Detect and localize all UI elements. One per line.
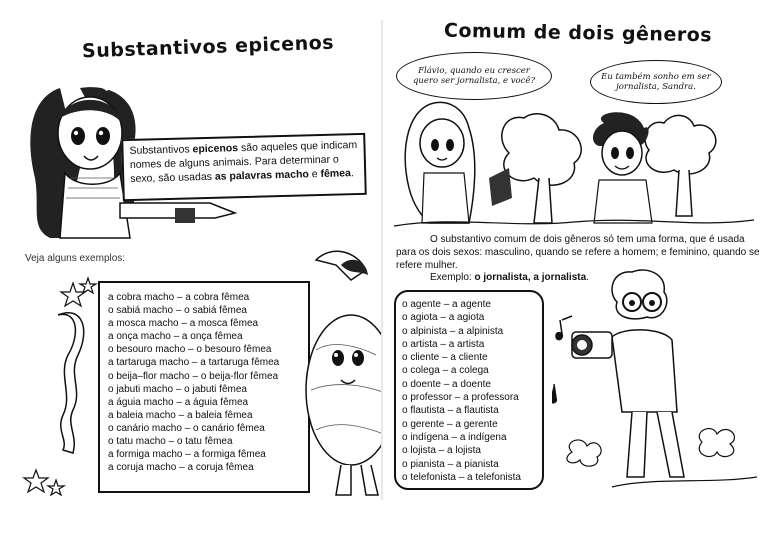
list-item: a formiga macho – a formiga fêmea bbox=[108, 449, 266, 461]
intro-text: Veja alguns exemplos: bbox=[25, 253, 126, 264]
example-label: Exemplo: bbox=[430, 272, 475, 283]
list-item: a coruja macho – a coruja fêmea bbox=[108, 462, 254, 474]
list-item: o beija–flor macho – o beija-flor fêmea bbox=[108, 370, 279, 382]
list-item: o gerente – a gerente bbox=[402, 418, 498, 430]
list-item: a onça macho – a onça fêmea bbox=[108, 331, 243, 343]
globe-character-illustration bbox=[296, 240, 382, 500]
definition-bold: as palavras macho bbox=[214, 168, 309, 183]
list-item: o tatu macho – o tatu fêmea bbox=[108, 436, 233, 448]
list-item: o cliente – a cliente bbox=[402, 352, 488, 364]
list-item: o indígena – a indígena bbox=[402, 431, 507, 443]
common-gender-examples-list bbox=[394, 290, 544, 490]
list-item: o flautista – a flautista bbox=[402, 405, 499, 417]
list-item: o professor – a professora bbox=[402, 392, 519, 404]
list-item: o agente – a agente bbox=[402, 299, 491, 310]
speech-bubble-boy: Eu também sonho em ser jornalista, Sandra. bbox=[590, 60, 722, 104]
epicene-examples-list bbox=[98, 281, 310, 493]
right-page bbox=[384, 0, 768, 543]
list-item: o telefonista – a telefonista bbox=[402, 471, 521, 483]
list-item: o artista – a artista bbox=[402, 338, 485, 350]
definition-part: são aqueles que indicam nomes de alguns animais. Para determinar o sexo, são usadas bbox=[129, 139, 358, 185]
list-item: o pianista – a pianista bbox=[402, 458, 499, 470]
definition-part: . bbox=[350, 167, 354, 180]
list-item: o sabiá macho – o sabiá fêmea bbox=[108, 305, 247, 317]
page-title: Comum de dois gêneros bbox=[443, 19, 713, 47]
list-item: o jabuti macho – o jabuti fêmea bbox=[108, 383, 247, 395]
example-end: . bbox=[586, 272, 589, 283]
kids-trees-illustration bbox=[394, 98, 754, 230]
list-item: a águia macho – a águia fêmea bbox=[108, 396, 249, 408]
page-gutter bbox=[381, 20, 383, 500]
definition-bold: epicenos bbox=[192, 142, 239, 156]
list-item: o lojista – a lojista bbox=[402, 445, 481, 457]
definition-box bbox=[121, 133, 367, 201]
list-item: o agiota – a agiota bbox=[402, 312, 485, 324]
list-item: o doente – a doente bbox=[402, 378, 491, 390]
definition-part: e bbox=[308, 168, 321, 181]
stars-ribbon-decoration bbox=[18, 275, 98, 500]
list-item: o besouro macho – o besouro fêmea bbox=[108, 344, 272, 356]
list-item: a cobra macho – a cobra fêmea bbox=[108, 292, 250, 303]
list-item: a mosca macho – a mosca fêmea bbox=[108, 318, 259, 330]
explanation-paragraph: O substantivo comum de dois gêneros só tem uma forma, que é usada para os dois sexos: masculino, quando se refere a homem; e feminino, quando se refere mulher. bbox=[396, 234, 760, 271]
photographer-boy-illustration bbox=[552, 262, 762, 502]
list-item: a tartaruga macho – a tartaruga fêmea bbox=[108, 357, 280, 369]
list-item: o canário macho – o canário fêmea bbox=[108, 422, 265, 434]
page-title: Substantivos epicenos bbox=[81, 31, 335, 63]
list-item: o colega – a colega bbox=[402, 365, 489, 377]
list-item: a baleia macho – a baleia fêmea bbox=[108, 409, 253, 421]
example-value: o jornalista, a jornalista bbox=[474, 272, 587, 283]
definition-bold: fêmea bbox=[320, 167, 352, 180]
speech-bubble-girl: Flávio, quando eu crescer quero ser jornalista, e você? bbox=[396, 52, 552, 100]
list-item: o alpinista – a alpinista bbox=[402, 325, 504, 337]
definition-part: Substantivos bbox=[129, 143, 193, 157]
